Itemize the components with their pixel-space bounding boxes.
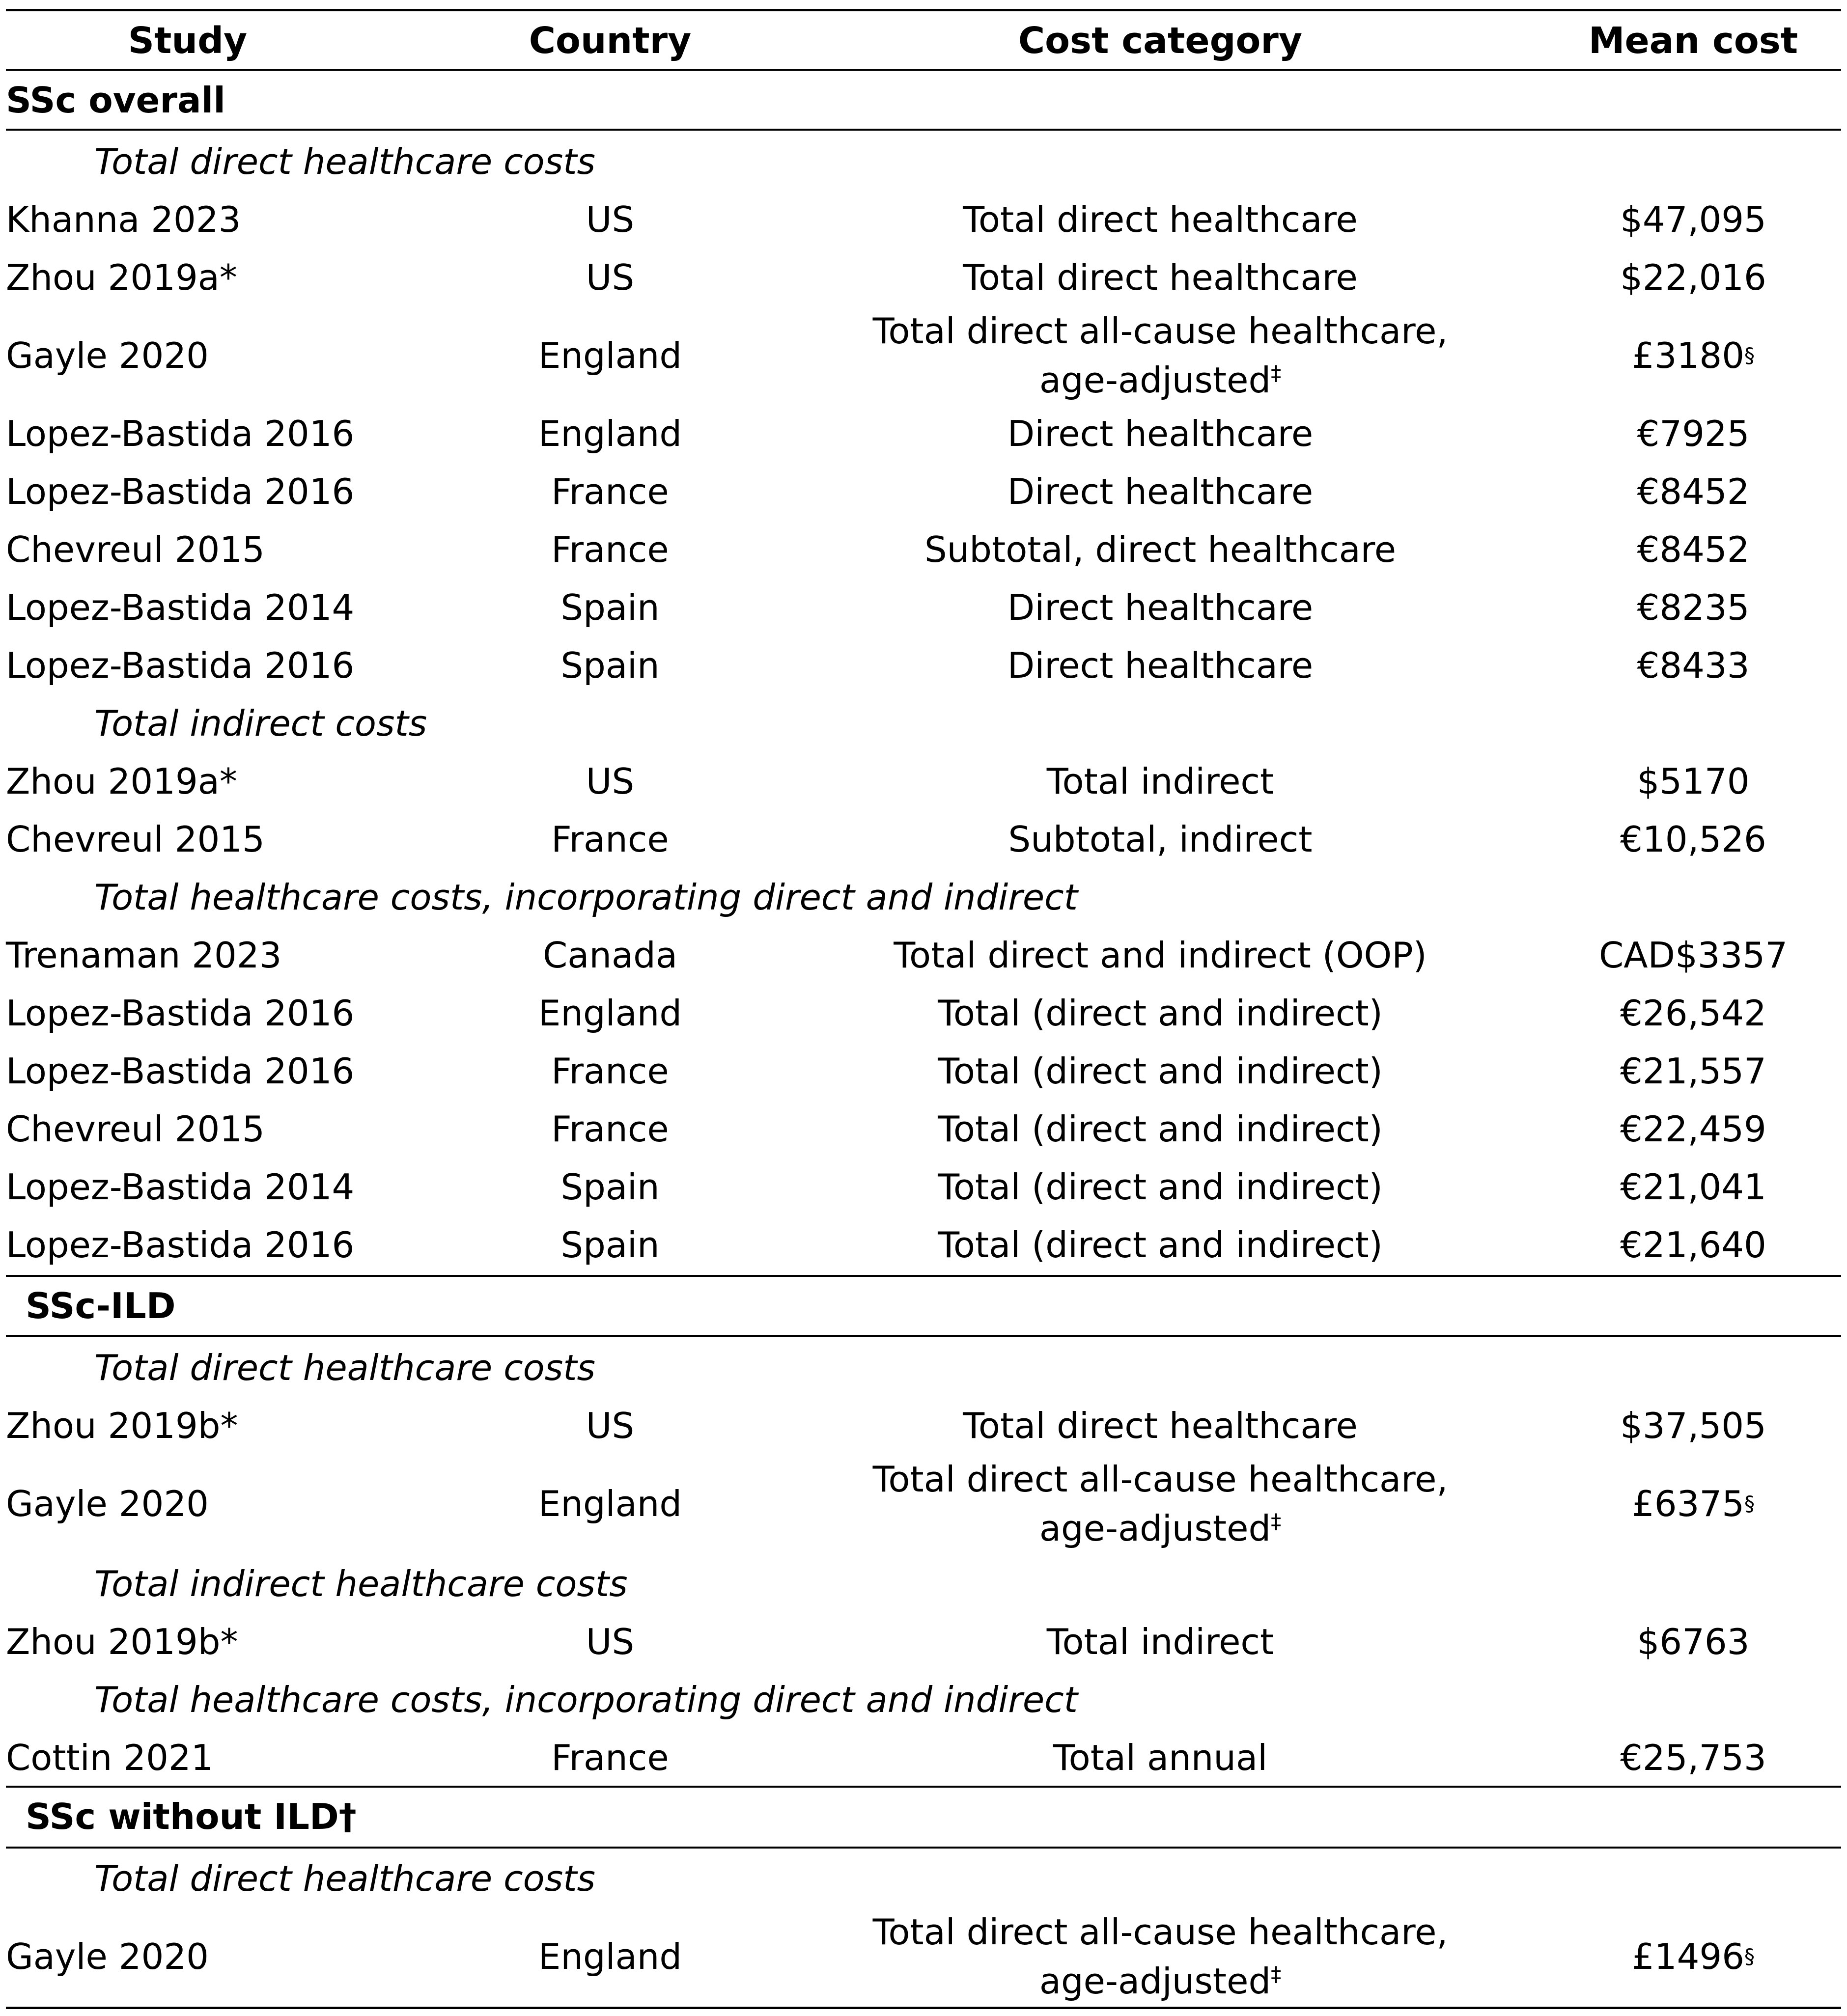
table-row [6,1729,1841,1787]
category-cell: Total direct healthcare [963,1405,1358,1446]
country-cell: France [551,529,669,570]
group-label-row [6,1555,1841,1613]
section-title-row [6,72,1841,129]
table-row [6,191,1841,249]
group-label-row [6,133,1841,191]
study-cell: Chevreul 2015 [6,529,265,570]
footnote-mark: ‡ [1271,1962,1282,1986]
cost-cell: €21,557 [1620,1050,1766,1092]
cost-cell: €26,542 [1620,993,1766,1034]
study-cell: Lopez-Bastida 2014 [6,1166,355,1208]
category-line-1: Total direct all-cause healthcare, [872,310,1448,352]
section-title: SSc-ILD [26,1285,176,1326]
study-cell: Lopez-Bastida 2016 [6,1050,355,1092]
table-row [6,1158,1841,1216]
country-cell: US [586,1621,635,1662]
country-cell: US [586,1405,635,1446]
cost-cell: £3180 § [1631,335,1755,376]
study-cell: Cottin 2021 [6,1737,214,1778]
category-line-2: age-adjusted‡ [1039,1508,1282,1549]
category-cell: Total annual [1053,1737,1268,1778]
group-label: Total direct healthcare costs [94,1347,595,1388]
country-cell: France [551,1050,669,1092]
group-label: Total healthcare costs, incorporating direct and indirect [94,1679,1078,1720]
section-rule [6,129,1841,131]
cost-cell: $22,016 [1620,257,1766,298]
study-cell: Gayle 2020 [6,1483,209,1524]
country-cell: England [538,335,682,376]
cost-cell: $37,505 [1620,1405,1766,1446]
country-cell: France [551,471,669,512]
cost-cell: €8452 [1637,471,1750,512]
table-top-rule [6,9,1841,11]
study-cell: Khanna 2023 [6,199,241,240]
category-cell: Total (direct and indirect) [938,1050,1383,1092]
table-row [6,1216,1841,1274]
study-cell: Gayle 2020 [6,335,209,376]
category-cell [772,306,1548,405]
section-title: SSc overall [6,80,225,121]
cost-cell: $47,095 [1620,199,1766,240]
table-row [6,636,1841,694]
category-cell: Subtotal, indirect [1008,819,1313,860]
cost-cell: €25,753 [1620,1737,1766,1778]
cost-cell: €7925 [1637,413,1750,454]
group-label: Total indirect healthcare costs [94,1563,628,1604]
table-row [6,249,1841,306]
group-label: Total indirect costs [94,703,427,744]
category-cell: Direct healthcare [1007,587,1314,628]
group-label-row [6,1850,1841,1907]
cost-cell: €8452 [1637,529,1750,570]
header-rule [6,69,1841,71]
cost-cell: $5170 [1637,761,1750,802]
category-cell: Direct healthcare [1007,471,1314,512]
header-row [6,12,1841,70]
header-country: Country [529,20,692,62]
cost-cell: €21,640 [1620,1224,1766,1266]
group-label-row [6,868,1841,926]
section-title-row [6,1277,1841,1335]
header-mean-cost: Mean cost [1588,20,1798,62]
study-cell: Zhou 2019b* [6,1405,238,1446]
category-cell: Total indirect [1046,1621,1274,1662]
study-cell: Lopez-Bastida 2016 [6,645,355,686]
country-cell: US [586,761,635,802]
study-cell: Zhou 2019a* [6,257,237,298]
country-cell: England [538,993,682,1034]
study-cell: Chevreul 2015 [6,1108,265,1150]
category-cell: Total (direct and indirect) [938,1224,1383,1266]
table-row [6,926,1841,984]
category-cell: Subtotal, direct healthcare [924,529,1397,570]
category-line-2: age-adjusted‡ [1039,359,1282,401]
cost-cell: €8433 [1637,645,1750,686]
group-label: Total healthcare costs, incorporating direct and indirect [94,877,1078,918]
country-cell: France [551,819,669,860]
country-cell: US [586,257,635,298]
category-cell [772,1907,1548,2006]
country-cell: England [538,413,682,454]
study-cell: Lopez-Bastida 2016 [6,413,355,454]
category-line-2: age-adjusted‡ [1039,1961,1282,2002]
footnote-mark: ‡ [1271,1509,1282,1533]
cost-cell: €10,526 [1620,819,1766,860]
section-rule [6,1335,1841,1337]
table-row [6,984,1841,1042]
study-cell: Zhou 2019a* [6,761,237,802]
category-cell: Total (direct and indirect) [938,1108,1383,1150]
category-cell: Direct healthcare [1007,645,1314,686]
table-row [6,306,1841,405]
table-row [6,579,1841,636]
country-cell: France [551,1108,669,1150]
study-cell: Gayle 2020 [6,1936,209,1977]
study-cell: Lopez-Bastida 2016 [6,471,355,512]
category-cell: Total direct healthcare [963,199,1358,240]
group-label-row [6,694,1841,752]
group-label: Total direct healthcare costs [94,141,595,182]
study-cell: Chevreul 2015 [6,819,265,860]
table-row [6,1397,1841,1455]
category-line-1: Total direct all-cause healthcare, [872,1911,1448,1953]
header-study: Study [128,20,248,62]
country-cell: France [551,1737,669,1778]
country-cell: Spain [560,1224,660,1266]
cost-cell: €8235 [1637,587,1750,628]
section-rule [6,1847,1841,1849]
section-title: SSc without ILD† [26,1796,357,1837]
section-title-row [6,1788,1841,1846]
table-row [6,1100,1841,1158]
cost-cell: £6375 § [1631,1483,1755,1524]
table-row [6,1042,1841,1100]
table-row [6,1613,1841,1671]
category-cell [772,1455,1548,1553]
cost-cell: €22,459 [1620,1108,1766,1150]
cost-cell: £1496 § [1631,1936,1755,1977]
country-cell: Canada [543,935,677,976]
table-row [6,1907,1841,2006]
study-cell: Lopez-Bastida 2016 [6,993,355,1034]
category-cell: Total direct healthcare [963,257,1358,298]
country-cell: Spain [560,645,660,686]
table-bottom-rule [6,2007,1841,2009]
table-row [6,752,1841,810]
study-cell: Trenaman 2023 [6,935,282,976]
group-label-row [6,1671,1841,1729]
country-cell: England [538,1936,682,1977]
country-cell: Spain [560,587,660,628]
category-cell: Direct healthcare [1007,413,1314,454]
country-cell: US [586,199,635,240]
cost-cell: $6763 [1637,1621,1750,1662]
header-cost-category: Cost category [1018,20,1303,62]
category-cell: Total indirect [1046,761,1274,802]
table-row [6,405,1841,463]
country-cell: England [538,1483,682,1524]
category-cell: Total (direct and indirect) [938,993,1383,1034]
study-cell: Lopez-Bastida 2016 [6,1224,355,1266]
category-cell: Total (direct and indirect) [938,1166,1383,1208]
group-label-row [6,1339,1841,1397]
country-cell: Spain [560,1166,660,1208]
study-cell: Lopez-Bastida 2014 [6,587,355,628]
cost-cell: €21,041 [1620,1166,1766,1208]
category-cell: Total direct and indirect (OOP) [894,935,1427,976]
table-row [6,463,1841,521]
table-row [6,1455,1841,1553]
table-row [6,521,1841,579]
study-cell: Zhou 2019b* [6,1621,238,1662]
group-label: Total direct healthcare costs [94,1858,595,1899]
category-line-1: Total direct all-cause healthcare, [872,1459,1448,1500]
table-row [6,810,1841,868]
cost-cell: CAD$3357 [1598,935,1788,976]
footnote-mark: ‡ [1271,361,1282,385]
